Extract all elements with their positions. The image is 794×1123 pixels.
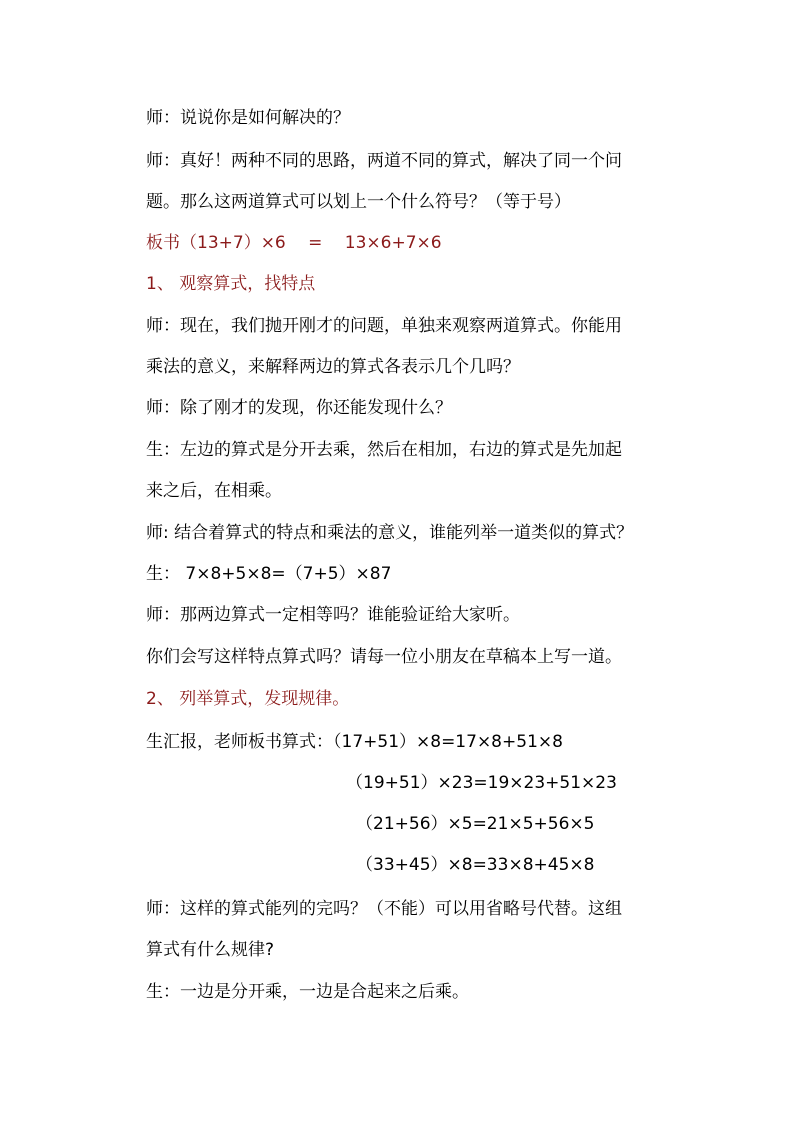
dialogue-line: 乘法的意义，来解释两边的算式各表示几个几吗？ xyxy=(146,357,520,377)
equation-line: （33+45）×8=33×8+45×8 xyxy=(356,855,595,875)
dialogue-line: 师: 结合着算式的特点和乘法的意义，谁能列举一道类似的算式？ xyxy=(146,523,634,543)
dialogue-line: 师：现在，我们抛开刚才的问题，单独来观察两道算式。你能用 xyxy=(146,316,622,336)
dialogue-line: 生：一边是分开乘，一边是合起来之后乘。 xyxy=(146,982,469,1002)
dialogue-line: 题。那么这两道算式可以划上一个什么符号？（等于号） xyxy=(146,192,571,212)
dialogue-line: 师：说说你是如何解决的？ xyxy=(146,108,350,128)
dialogue-line: 来之后，在相乘。 xyxy=(146,481,282,501)
equation-line: （19+51）×23=19×23+51×23 xyxy=(346,773,617,793)
dialogue-line: 师：除了刚才的发现，你还能发现什么？ xyxy=(146,398,452,418)
dialogue-line: 你们会写这样特点算式吗？请每一位小朋友在草稿本上写一道。 xyxy=(146,647,622,667)
dialogue-line: 算式有什么规律? xyxy=(146,940,275,960)
dialogue-line: 师：那两边算式一定相等吗？谁能验证给大家听。 xyxy=(146,605,520,625)
board-writing-line: 板书（13+7）×6 = 13×6+7×6 xyxy=(146,233,442,253)
dialogue-line: 师：这样的算式能列的完吗？（不能）可以用省略号代替。这组 xyxy=(146,899,622,919)
dialogue-line: 生： 7×8+5×8=（7+5）×87 xyxy=(146,564,392,584)
section-heading-observe: 1、 观察算式，找特点 xyxy=(146,274,316,294)
dialogue-line: 生：左边的算式是分开去乘，然后在相加，右边的算式是先加起 xyxy=(146,440,622,460)
dialogue-line: 生汇报，老师板书算式：（17+51）×8=17×8+51×8 xyxy=(146,732,563,752)
section-heading-list: 2、 列举算式，发现规律。 xyxy=(146,689,350,709)
dialogue-line: 师：真好！两种不同的思路，两道不同的算式，解决了同一个问 xyxy=(146,151,622,171)
equation-line: （21+56）×5=21×5+56×5 xyxy=(356,814,595,834)
